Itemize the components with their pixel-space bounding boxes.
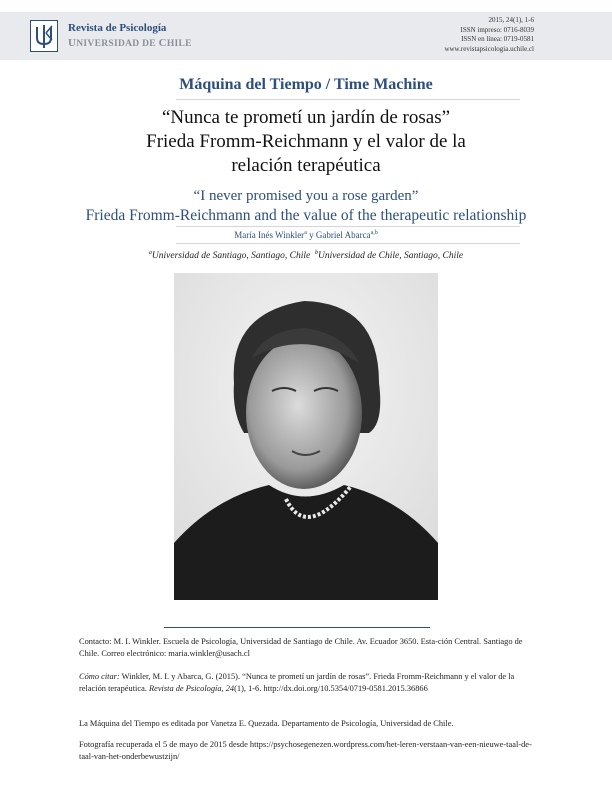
journal-website[interactable]: www.revistapsicologia.uchile.cl <box>444 44 534 53</box>
affil-sup: b <box>314 250 318 256</box>
editor-note: La Máquina del Tiempo es editada por Vanetza E. Quezada. Departamento de Psicología, Universidad de Chile. <box>79 719 454 728</box>
footnote-divider <box>164 627 430 628</box>
issue-metadata <box>444 16 534 54</box>
title-spanish <box>0 106 612 178</box>
author-name: Gabriel Abarca <box>315 230 371 240</box>
affiliation-a: Universidad de Santiago, Santiago, Chile <box>151 251 311 262</box>
author-name: María Inés Winkler <box>234 230 305 240</box>
divider <box>176 99 520 100</box>
cite-label: Cómo citar: <box>79 672 120 681</box>
title-es-line1: “Nunca te prometí un jardín de rosas” <box>161 107 451 128</box>
university-name: UNIVERSIDAD DE CHILE <box>68 37 192 49</box>
title-es-line2: Frieda Fromm-Reichmann y el valor de la <box>146 131 466 152</box>
affiliations <box>0 250 612 261</box>
cite-text: Winkler, M. I. y Abarca, G. (2015). “Nunca te prometí un jardín de rosas”. Frieda Fromm-Reichmann y el valor de la relación terapéutica. <box>79 672 515 693</box>
journal-name: Revista de Psicología <box>68 22 167 34</box>
cite-journal: Revista de Psicología, 24 <box>148 684 235 693</box>
authors <box>0 230 612 240</box>
issn-online: ISSN en línea: 0719-0581 <box>461 35 534 43</box>
title-en-line2: Frieda Fromm-Reichmann and the value of the therapeutic relationship <box>85 207 527 224</box>
issn-print: ISSN impreso: 0716-8039 <box>460 25 534 34</box>
title-english <box>0 187 612 225</box>
journal-header <box>0 12 612 60</box>
title-es-line3: relación terapéutica <box>231 155 381 176</box>
cite-pages: (1), 1-6. http://dx.doi.org/10.5354/0719-0581.2015.36866 <box>234 684 428 693</box>
title-en-line1: “I never promised you a rose garden” <box>193 188 419 204</box>
contact-note: Contacto: M. I. Winkler. Escuela de Psicología, Universidad de Santiago de Chile. Av. Ecuador 3650. Esta-ción Central. Santiago de Chile. Correo electrónico: maria.winkler@usach.cl <box>79 637 523 658</box>
journal-logo-icon <box>30 20 58 52</box>
affiliation-b: Universidad de Chile, Santiago, Chile <box>317 251 464 262</box>
affil-sup: a <box>148 250 152 256</box>
citation-note <box>79 671 539 695</box>
divider <box>176 226 520 227</box>
author-affil-sup: a,b <box>370 230 378 236</box>
issue-number: 2015, 24(1), 1-6 <box>488 16 534 24</box>
portrait-photo <box>174 273 438 600</box>
author-connector: y <box>306 230 316 240</box>
divider <box>176 243 520 244</box>
section-title: Máquina del Tiempo / Time Machine <box>179 76 433 93</box>
author-affil-sup: a <box>304 230 307 236</box>
photo-credit: Fotografía recuperada el 5 de mayo de 2015 desde https://psychosegenezen.wordpress.com/het-leren-verstaan-van-een-nieuwe-taal-de-taal-van-het-onderbewustzijn/ <box>79 740 532 761</box>
